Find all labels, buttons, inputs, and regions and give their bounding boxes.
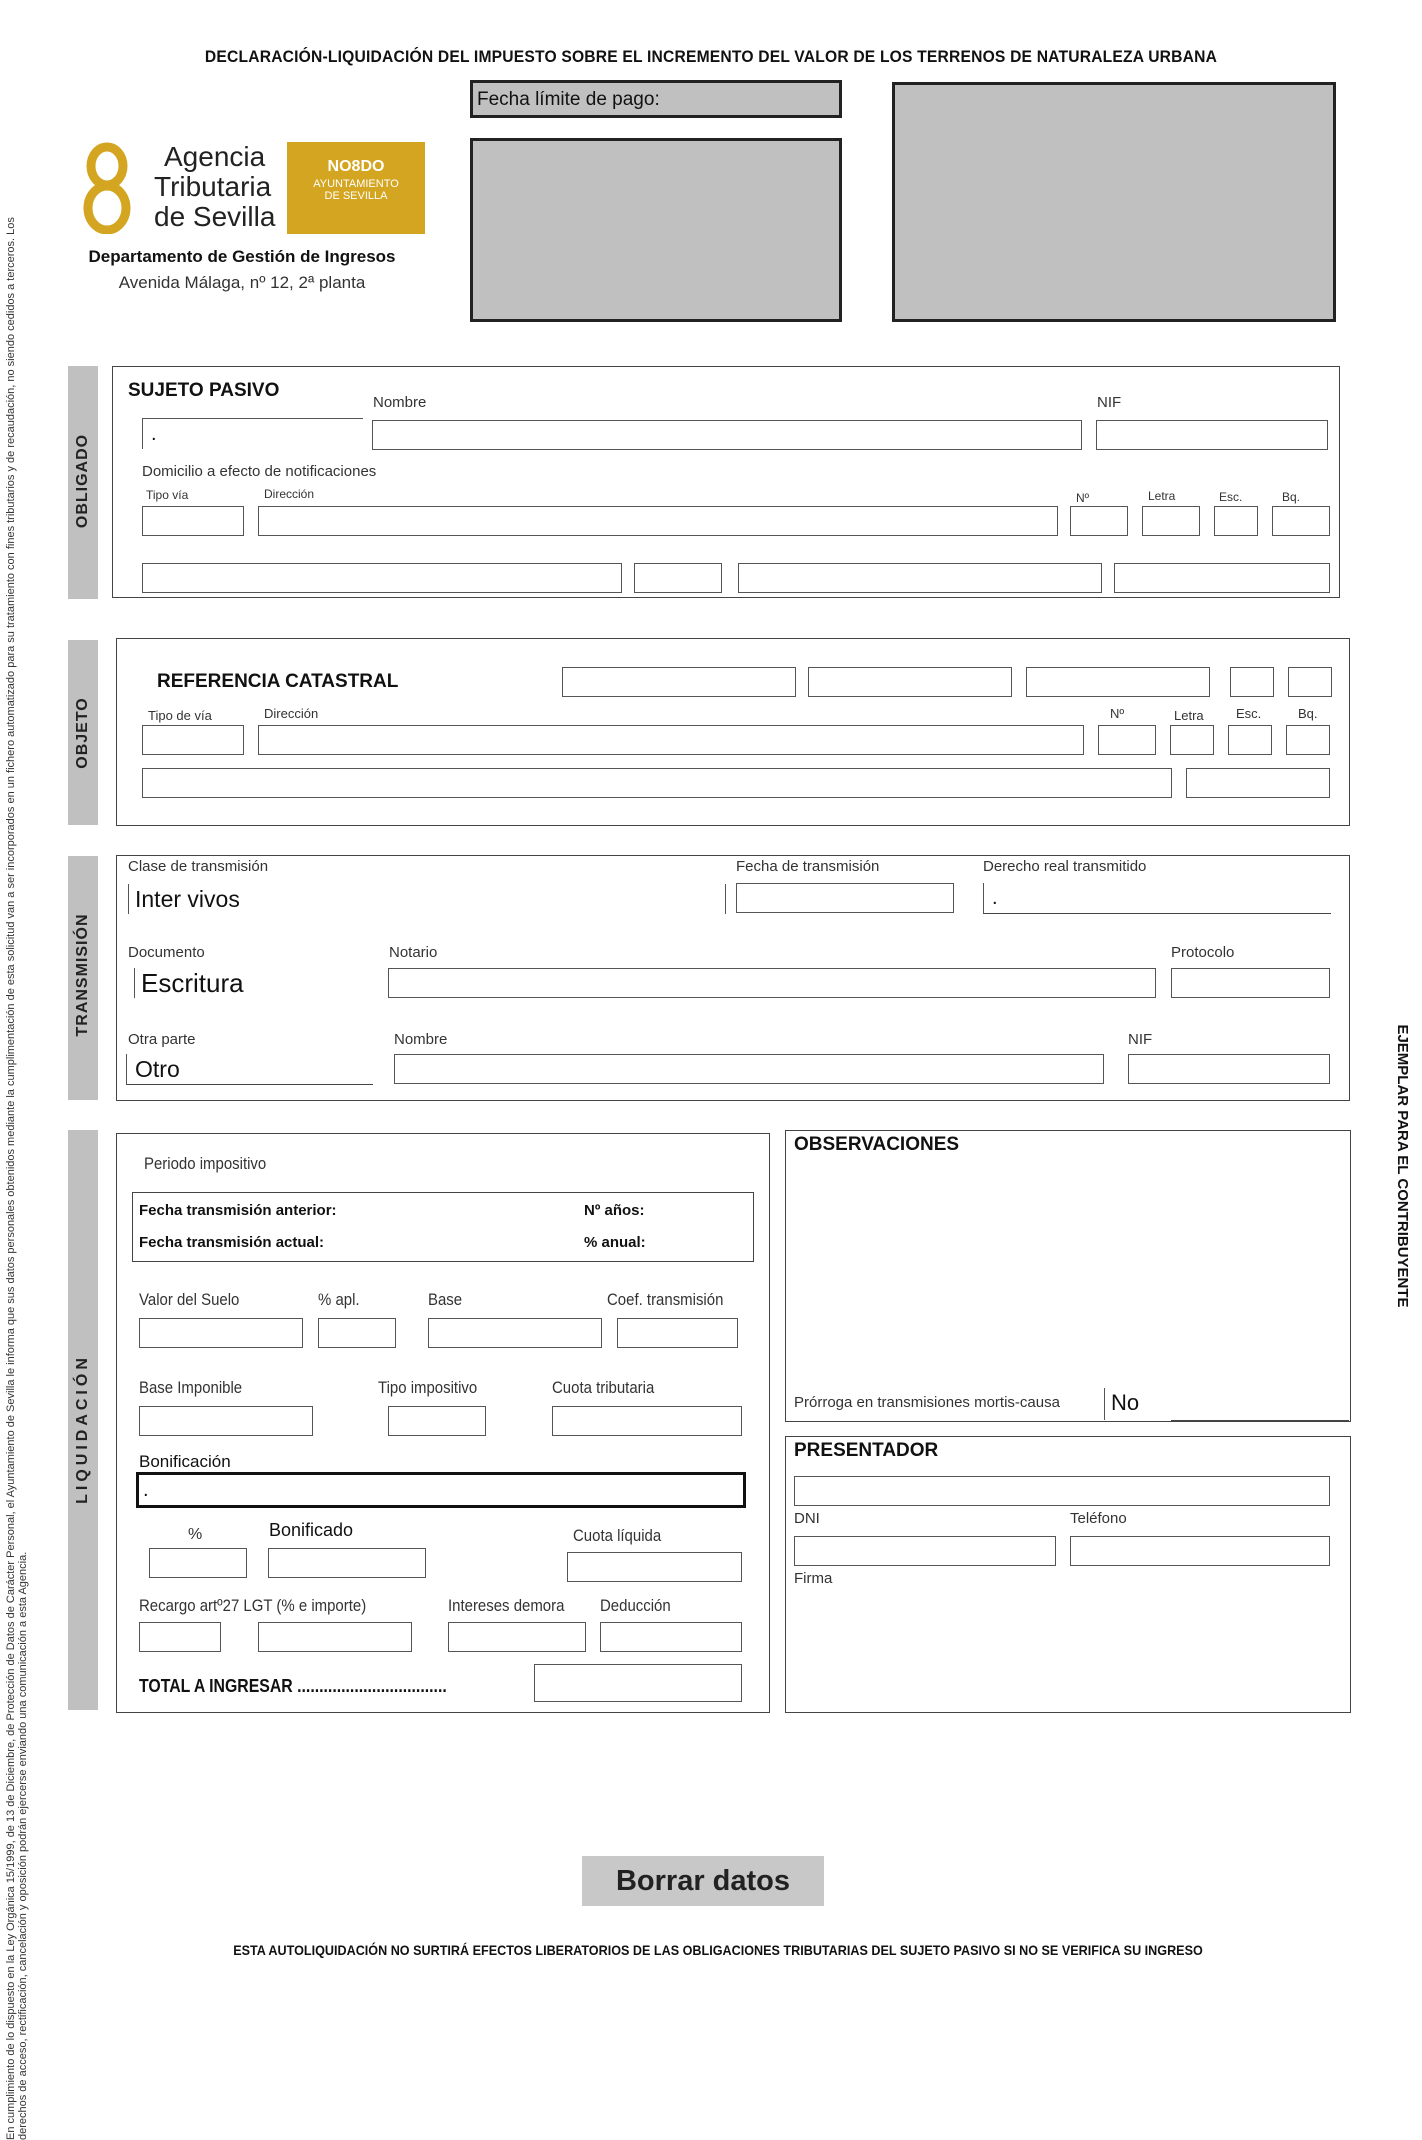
street-type-label: Tipo vía: [146, 488, 189, 502]
section-tab-liquidacion: LIQUIDACIÓN: [68, 1130, 98, 1710]
taxable-base-input[interactable]: [139, 1406, 313, 1436]
net-quota-input[interactable]: [567, 1552, 742, 1582]
cadastral-ref-part1-input[interactable]: [562, 667, 796, 697]
section-tab-transmision: TRANSMISIÓN: [68, 856, 98, 1100]
taxpayer-type-select[interactable]: .: [142, 418, 363, 449]
payment-deadline-label: Fecha límite de pago:: [477, 89, 660, 110]
payment-deadline-field[interactable]: [470, 80, 842, 118]
coef-input[interactable]: [617, 1318, 738, 1348]
copy-label: EJEMPLAR PARA EL CONTRIBUYENTE: [1394, 1024, 1411, 1308]
tax-quota-label: Cuota tributaria: [552, 1378, 655, 1397]
bank-validation-box: [470, 138, 842, 322]
taxable-base-label: Base Imponible: [139, 1378, 243, 1397]
transmission-date-input[interactable]: [736, 883, 954, 913]
cadastral-ref-part2-input[interactable]: [808, 667, 1012, 697]
form-title: DECLARACIÓN-LIQUIDACIÓN DEL IMPUESTO SOBRE EL INCREMENTO DEL VALOR DE LOS TERRENOS DE NATURALEZA URBANA: [204, 47, 1218, 66]
surcharge-label: Recargo artº27 LGT (% e importe): [139, 1596, 367, 1615]
property-street-type-input[interactable]: [142, 725, 244, 755]
net-quota-label: Cuota líquida: [573, 1526, 662, 1545]
observations-header: OBSERVACIONES: [794, 1134, 960, 1155]
stair-label: Esc.: [1219, 490, 1243, 504]
presenter-name-input[interactable]: [794, 1476, 1330, 1506]
barcode-box: [892, 82, 1336, 322]
other-party-name-label: Nombre: [394, 1031, 448, 1048]
presenter-header: PRESENTADOR: [794, 1440, 939, 1461]
department-address: Avenida Málaga, nº 12, 2ª planta: [118, 273, 366, 292]
block-label: Bq.: [1282, 490, 1301, 504]
pct-apl-input[interactable]: [318, 1318, 396, 1348]
letter-input[interactable]: [1142, 506, 1200, 536]
taxpayer-name-input[interactable]: [372, 420, 1082, 450]
coef-label: Coef. transmisión: [607, 1290, 724, 1309]
tax-period-label: Periodo impositivo: [144, 1154, 267, 1173]
property-address-input[interactable]: [258, 725, 1084, 755]
bonus-pct-input[interactable]: [149, 1548, 247, 1578]
property-postal-code-input[interactable]: [1186, 768, 1330, 798]
clear-data-button[interactable]: Borrar datos: [582, 1856, 824, 1906]
section-tab-objeto: OBJETO: [68, 640, 98, 825]
transmission-class-select[interactable]: Inter vivos: [128, 884, 726, 914]
other-party-nif-input[interactable]: [1128, 1054, 1330, 1084]
tax-rate-input[interactable]: [388, 1406, 486, 1436]
cadastral-reference-header: REFERENCIA CATASTRAL: [157, 671, 399, 692]
footer-notice: ESTA AUTOLIQUIDACIÓN NO SURTIRÁ EFECTOS LIBERATORIOS DE LAS OBLIGACIONES TRIBUTARIAS DEL SUJETO PASIVO SI NO SE VERIFICA SU INGRESO: [233, 1942, 1203, 1958]
total-label: TOTAL A INGRESAR ..................................: [139, 1676, 447, 1696]
bonus-label: Bonificación: [139, 1452, 231, 1471]
property-address-label: Dirección: [264, 706, 319, 721]
years-label: Nº años:: [584, 1202, 645, 1219]
interest-input[interactable]: [448, 1622, 586, 1652]
presenter-dni-label: DNI: [794, 1510, 820, 1527]
bonus-pct-label: %: [188, 1526, 203, 1543]
property-stair-input[interactable]: [1228, 725, 1272, 755]
other-party-label: Otra parte: [128, 1031, 196, 1048]
presenter-dni-input[interactable]: [794, 1536, 1056, 1566]
property-letter-label: Letra: [1174, 708, 1204, 723]
data-protection-note: En cumplimiento de lo dispuesto en la Ley Orgánica 15/1999, de 13 de Diciembre, de Protección de Datos de Carácter Personal, el Ayuntamiento de Sevilla le informa que sus datos personales obtenidos mediante la cumplimentación de esta solicitud van a ser incorporados en un fichero automatizado para su tratamiento con fines tributarios y de recaudación, no siendo cedidos a terceros. Los derechos de acceso, rectificación, cancelación y oposición podrán ejercerse enviando una comunicación a esta Agencia.: [5, 217, 29, 2140]
phone-input[interactable]: [1114, 563, 1330, 593]
base-input[interactable]: [428, 1318, 602, 1348]
document-select[interactable]: Escritura: [134, 968, 375, 998]
tax-quota-input[interactable]: [552, 1406, 742, 1436]
property-letter-input[interactable]: [1170, 725, 1214, 755]
sujeto-pasivo-header: SUJETO PASIVO: [128, 380, 280, 401]
agency-logo: [72, 138, 437, 238]
nif-label: NIF: [1097, 394, 1122, 411]
presenter-phone-input[interactable]: [1070, 1536, 1330, 1566]
prev-transmission-date-label: Fecha transmisión anterior:: [139, 1202, 337, 1219]
protocol-input[interactable]: [1171, 968, 1330, 998]
deduction-input[interactable]: [600, 1622, 742, 1652]
annual-pct-label: % anual:: [584, 1234, 646, 1251]
letter-label: Letra: [1148, 489, 1176, 503]
presenter-phone-label: Teléfono: [1070, 1510, 1127, 1527]
property-municipality-input[interactable]: [142, 768, 1172, 798]
transferred-right-select[interactable]: .: [983, 883, 1331, 914]
agency-name: Agencia Tributaria de Sevilla: [154, 141, 276, 232]
extension-label: Prórroga en transmisiones mortis-causa: [794, 1394, 1060, 1411]
province-input[interactable]: [738, 563, 1102, 593]
surcharge-pct-input[interactable]: [139, 1622, 221, 1652]
pct-apl-label: % apl.: [318, 1290, 360, 1309]
bonused-label: Bonificado: [269, 1520, 354, 1540]
postal-code-input[interactable]: [634, 563, 722, 593]
deduction-label: Deducción: [600, 1596, 671, 1615]
department-name: Departamento de Gestión de Ingresos: [88, 247, 396, 266]
bonus-select[interactable]: .: [136, 1472, 746, 1508]
surcharge-amount-input[interactable]: [258, 1622, 412, 1652]
address-input[interactable]: [258, 506, 1058, 536]
property-block-input[interactable]: [1286, 725, 1330, 755]
land-value-input[interactable]: [139, 1318, 303, 1348]
property-stair-label: Esc.: [1236, 706, 1262, 721]
bonused-input[interactable]: [268, 1548, 426, 1578]
city-council-logo: NO8DO AYUNTAMIENTO DE SEVILLA: [287, 142, 425, 234]
transmission-date-label: Fecha de transmisión: [736, 858, 880, 875]
domicile-label: Domicilio a efecto de notificaciones: [142, 463, 377, 480]
property-number-label: Nº: [1110, 706, 1125, 721]
cadastral-ref-part4-input[interactable]: [1230, 667, 1274, 697]
base-label: Base: [428, 1290, 463, 1309]
notary-input[interactable]: [388, 968, 1156, 998]
municipality-input[interactable]: [142, 563, 622, 593]
land-value-label: Valor del Suelo: [139, 1290, 240, 1309]
interest-label: Intereses demora: [448, 1596, 565, 1615]
transferred-right-label: Derecho real transmitido: [983, 858, 1147, 875]
cadastral-ref-part3-input[interactable]: [1026, 667, 1210, 697]
transmission-class-label: Clase de transmisión: [128, 858, 269, 875]
tax-rate-label: Tipo impositivo: [378, 1378, 478, 1397]
extension-underline: [1171, 1420, 1349, 1421]
protocol-label: Protocolo: [1171, 944, 1235, 961]
section-tab-obligado: OBLIGADO: [68, 366, 98, 599]
name-label: Nombre: [373, 394, 427, 411]
address-label: Dirección: [264, 487, 315, 501]
street-type-input[interactable]: [142, 506, 244, 536]
curr-transmission-date-label: Fecha transmisión actual:: [139, 1234, 325, 1251]
block-input[interactable]: [1272, 506, 1330, 536]
extension-select[interactable]: No: [1104, 1388, 1175, 1420]
agency-emblem-icon: [82, 142, 132, 234]
total-input[interactable]: [534, 1664, 742, 1702]
number-label: Nº: [1076, 491, 1090, 505]
observations-textarea[interactable]: [790, 1164, 1340, 1384]
signature-label: Firma: [794, 1570, 833, 1587]
property-block-label: Bq.: [1298, 706, 1318, 721]
notary-label: Notario: [389, 944, 438, 961]
property-number-input[interactable]: [1098, 725, 1156, 755]
property-street-type-label: Tipo de vía: [148, 708, 212, 723]
other-party-select[interactable]: Otro: [126, 1054, 373, 1085]
number-input[interactable]: [1070, 506, 1128, 536]
stair-input[interactable]: [1214, 506, 1258, 536]
other-party-name-input[interactable]: [394, 1054, 1104, 1084]
taxpayer-nif-input[interactable]: [1096, 420, 1328, 450]
cadastral-ref-part5-input[interactable]: [1288, 667, 1332, 697]
document-label: Documento: [128, 944, 205, 961]
other-party-nif-label: NIF: [1128, 1031, 1153, 1048]
